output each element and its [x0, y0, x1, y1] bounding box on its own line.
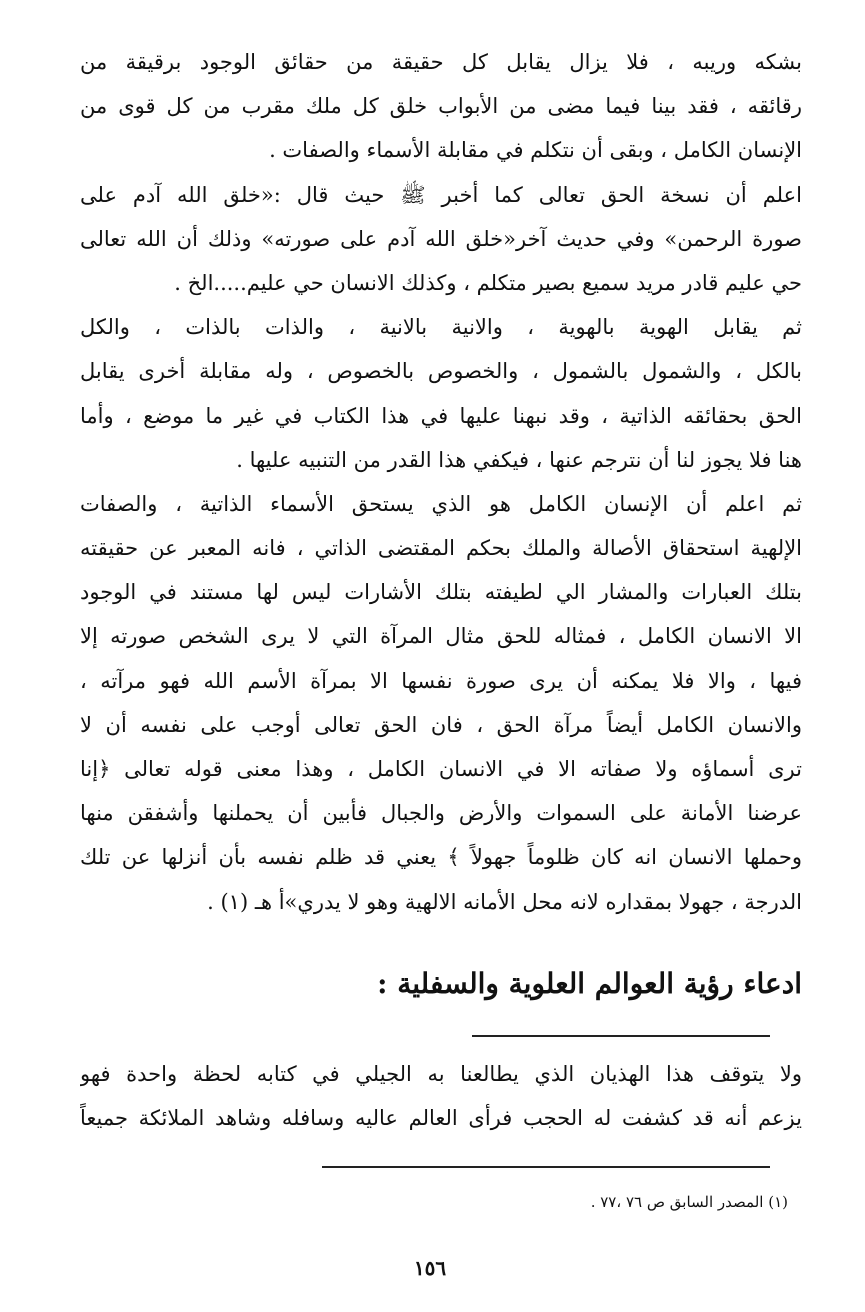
text-line: الا الانسان الكامل ، فمثاله للحق مثال المرآة التي لا يرى الشخص صورته إلا	[80, 624, 802, 649]
text-line: حي عليم قادر مريد سميع بصير متكلم ، وكذلك الانسان حي عليم.....الخ .	[174, 270, 802, 295]
text-line: وحملها الانسان انه كان ظلوماً جهولاً ﴾ يعني قد ظلم نفسه بأن أنزلها عن تلك	[80, 845, 802, 870]
footnote: (١) المصدر السابق ص ٧٦ ،٧٧ .	[590, 1193, 788, 1211]
main-text-block	[80, 40, 802, 924]
section-heading: ادعاء رؤية العوالم العلوية والسفلية :	[377, 967, 802, 1000]
text-line: بتلك العبارات والمشار الي لطيفته بتلك الأشارات ليس لها مستند في الوجود	[80, 580, 802, 605]
text-line: بشكه وريبه ، فلا يزال يقابل كل حقيقة من حقائق الوجود برقيقة من	[80, 50, 802, 74]
text-line: ولا يتوقف هذا الهذيان الذي يطالعنا به الجيلي في كتابه لحظة واحدة فهو	[80, 1062, 802, 1086]
text-line: بالكل ، والشمول بالشمول ، والخصوص بالخصوص ، وله مقابلة أخرى يقابل	[80, 359, 802, 384]
text-line: عرضنا الأمانة على السموات والأرض والجبال فأبين أن يحملنها وأشفقن منها	[80, 801, 802, 826]
section-divider	[472, 1035, 770, 1037]
text-line: الدرجة ، جهولا بمقداره لانه محل الأمانه الالهية وهو لا يدري»أ هـ (١) .	[207, 889, 802, 914]
text-line: ترى أسماؤه ولا صفاته الا في الانسان الكامل ، وهذا معنى قوله تعالى ﴿إنا	[80, 757, 802, 781]
text-line: الإلهية استحقاق الأصالة والملك بحكم المقتضى الذاتي ، فانه المعبر عن حقيقته	[80, 536, 802, 561]
text-line: ثم اعلم أن الإنسان الكامل هو الذي يستحق الأسماء الذاتية ، والصفات	[80, 491, 802, 516]
continuation-text-block	[80, 1052, 802, 1140]
text-line: يزعم أنه قد كشفت له الحجب فرأى العالم عاليه وسافله وشاهد الملائكة جميعاً	[80, 1106, 802, 1130]
text-line: فيها ، والا فلا يمكنه أن يرى صورة نفسها الا بمرآة الأسم الله فهو مرآته ،	[80, 668, 802, 693]
text-line: رقائقه ، فقد بينا فيما مضى من الأبواب خلق كل ملك مقرب من كل قوى من	[80, 94, 802, 119]
text-line: صورة الرحمن» وفي حديث آخر«خلق الله آدم على صورته» وذلك أن الله تعالى	[80, 226, 802, 251]
text-line: الإنسان الكامل ، وبقى أن نتكلم في مقابلة الأسماء والصفات .	[269, 138, 802, 163]
footnote-divider	[322, 1166, 770, 1168]
text-line: والانسان الكامل أيضاً مرآة الحق ، فان الحق تعالى أوجب على نفسه أن لا	[80, 712, 802, 737]
text-line: هنا فلا يجوز لنا أن نترجم عنها ، فيكفي هذا القدر من التنبيه عليها .	[236, 447, 802, 472]
text-line: ثم يقابل الهوية بالهوية ، والانية بالانية ، والذات بالذات ، والكل	[80, 315, 802, 340]
page-number: ١٥٦	[413, 1256, 447, 1280]
text-line: الحق بحقائقه الذاتية ، وقد نبهنا عليها في هذا الكتاب في غير ما موضع ، وأما	[80, 403, 802, 428]
text-line: اعلم أن نسخة الحق تعالى كما أخبر ﷺ حيث قال :«خلق الله آدم على	[80, 182, 802, 207]
